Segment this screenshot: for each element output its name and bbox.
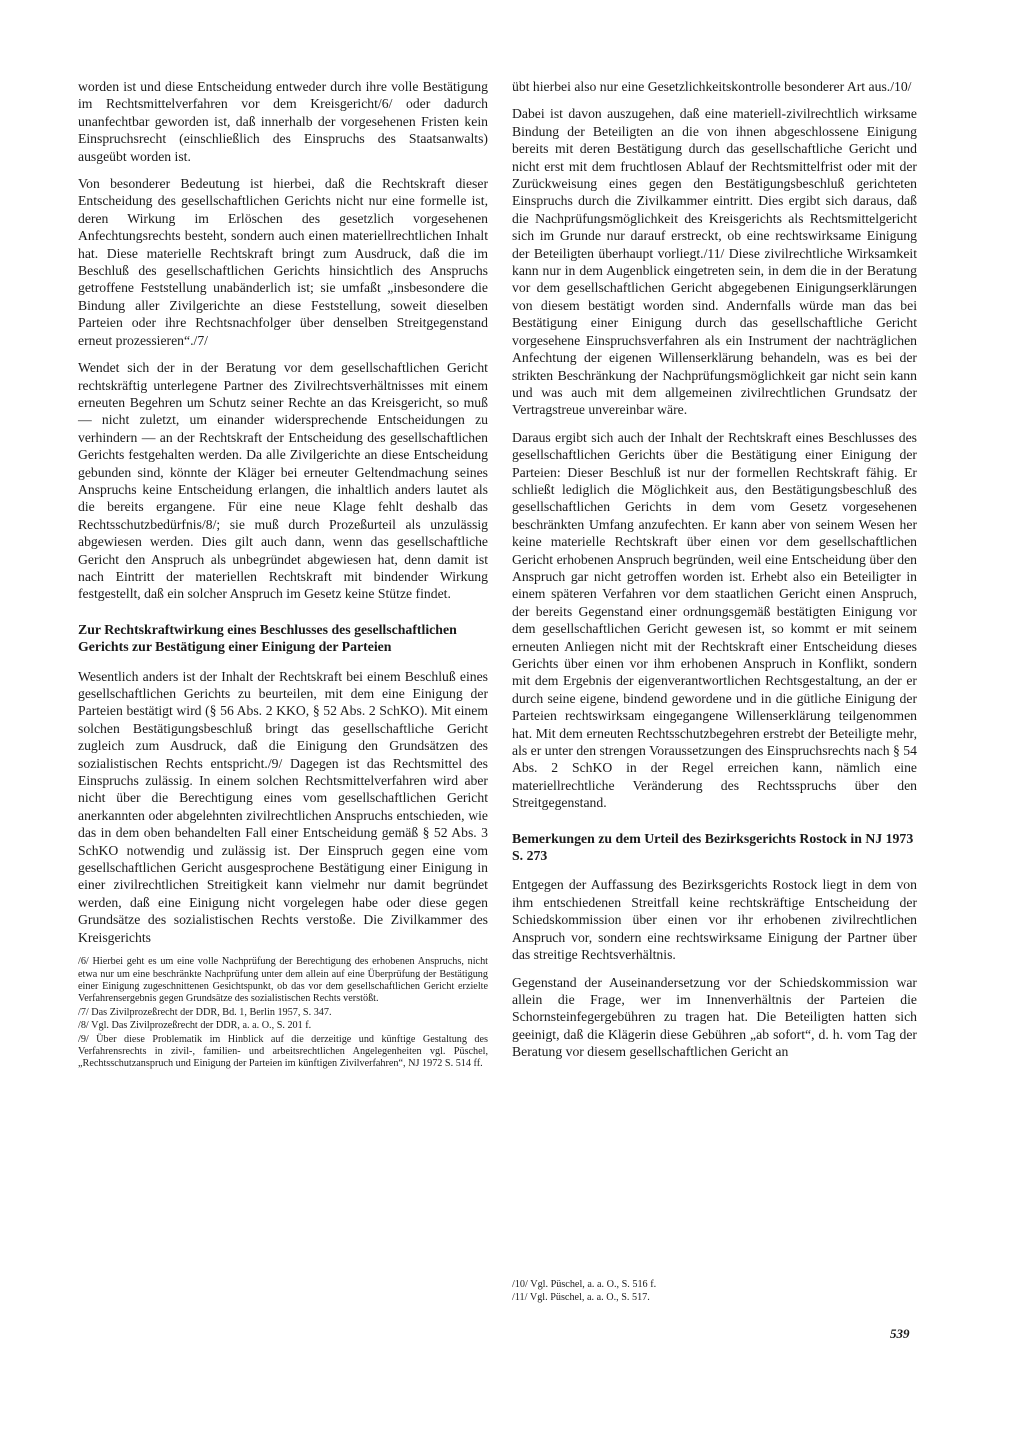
left-column [78, 78, 488, 1072]
section-heading: Zur Rechtskraftwirkung eines Beschlusses des gesellschaftlichen Gerichts zur Bestätigung einer Einigung der Parteien [78, 621, 457, 655]
footnote: /9/ Über diese Problematik im Hinblick auf die derzeitige und künftige Gestaltung des Verfahrensrechts in zivil-, familien- und arbeitsrechtlichen Angelegenheiten vgl. Püschel, „Rechtsschutzanspruch und Einigung der Parteien im künftigen Zivilverfahren“, NJ 1972 S. 514 ff. [78, 1033, 488, 1070]
footnote: /7/ Das Zivilprozeßrecht der DDR, Bd. 1, Berlin 1957, S. 347. [78, 1006, 332, 1018]
footnote: /8/ Vgl. Das Zivilprozeßrecht der DDR, a. a. O., S. 201 f. [78, 1020, 312, 1032]
body-paragraph: Entgegen der Auffassung des Bezirksgerichts Rostock liegt in dem von ihm entschiedenen Streitfall keine rechtskräftige Entscheidung der Schiedskommission über einen vor ihr erhobenen zivilrechtlichen Anspruch vor, sondern eine rechtswirksame Einigung der Partner über das streitige Rechtsverhältnis. [512, 877, 917, 963]
body-paragraph: Von besonderer Bedeutung ist hierbei, daß die Rechtskraft dieser Entscheidung des gesellschaftlichen Gerichts nicht nur eine formelle ist, deren Wirkung im Erlöschen des gesetzlich vorgesehenen Anfechtungsrechts besteht, sondern auch einen materiellrechtlichen Inhalt hat. Diese materielle Rechtskraft bringt zum Ausdruck, daß die im Beschluß des gesellschaftlichen Gerichts hinsichtlich des Anspruchs getroffene Feststellung unabänderlich ist; sie umfaßt „insbesondere die Bindung aller Zivilgerichte an diese Feststellung, soweit dieselben Parteien oder ihre Rechtsnachfolger über denselben Streitgegenstand erneut prozessieren“./7/ [78, 176, 488, 348]
section-heading: Bemerkungen zu dem Urteil des Bezirksgerichts Rostock in NJ 1973 S. 273 [512, 830, 914, 864]
body-paragraph: übt hierbei also nur eine Gesetzlichkeitskontrolle besonderer Art aus./10/ [512, 79, 912, 94]
body-paragraph: worden ist und diese Entscheidung entweder durch ihre volle Bestätigung im Rechtsmittelverfahren vor dem Kreisgericht/6/ oder dadurch unanfechtbar geworden ist, daß innerhalb der vorgesehenen Fristen kein Einspruchsrecht (einschließlich des Einspruchs des Staatsanwalts) ausgeübt worden ist. [78, 79, 488, 164]
body-paragraph: Wendet sich der in der Beratung vor dem gesellschaftlichen Gericht rechtskräftig unterlegene Partner des Zivilrechtsverhältnisses mit einem erneuten Begehren um Schutz seiner Rechte an das Kreisgericht, so muß — nicht zuletzt, um einander widersprechende Entscheidungen zu verhindern — an der Rechtskraft der Entscheidung des gesellschaftlichen Gerichts festgehalten werden. Da alle Zivilgerichte an diese Entscheidung gebunden sind, könnte der Kläger bei erneuter Geltendmachung seines Anspruchs keine Entscheidung erlangen, die inhaltlich anders lautet als die bereits ergangene. Für eine neue Klage fehlt deshalb das Rechtsschutzbedürfnis/8/; sie muß durch Prozeßurteil als unzulässig abgewiesen werden. Dies gilt auch dann, wenn das gesellschaftliche Gericht den Anspruch als unbegründet abgewiesen hat, denn damit ist nach Eintritt der materiellen Rechtskraft mit bindender Wirkung festgestellt, daß ein solcher Anspruch im Gesetz keine Stütze findet. [78, 360, 488, 602]
footnote: /10/ Vgl. Püschel, a. a. O., S. 516 f. [512, 1279, 657, 1290]
right-column [512, 78, 917, 1071]
footnotes-right [512, 1279, 917, 1306]
body-paragraph: Daraus ergibt sich auch der Inhalt der Rechtskraft eines Beschlusses des gesellschaftlichen Gerichts über die Bestätigung einer Einigung der Parteien: Dieser Beschluß ist nur der formellen Rechtskraft fähig. Er schließt lediglich die Möglichkeit aus, den Bestätigungsbeschluß des gesellschaftlichen Gerichts in dem vom Gesetz vorgesehenen beschränkten Umfang anzufechten. Er kann aber von seinem Wesen her keine materielle Rechtskraft über einen vor dem gesellschaftlichen Gericht erhobenen Anspruch begründen, weil eine Entscheidung über den Anspruch gar nicht getroffen worden ist. Erhebt also ein Beteiligter in einem späteren Verfahren vor dem staatlichen Gericht einen Anspruch, der bereits Gegenstand einer ordnungsgemäß bestätigten Einigung vor dem gesellschaftlichen Gericht gewesen ist, so kommt er mit seinem erneuten Anliegen nicht mit der Rechtskraft einer Entscheidung dieses Gerichts über einen vor ihm erhobenen Anspruch in Konflikt, sondern mit dem Ergebnis der eigenverantwortlichen Rechtsgestaltung, an der er durch seine eigene, bindend gewordene und in die gütliche Einigung der Parteien rechtswirksam eingegangene Willenserklärung teilgenommen hat. Mit dem erneuten Rechtsschutzbegehren erstrebt der Beteiligte mehr, als er unter den strengen Voraussetzungen des Einspruchsrechts nach § 54 Abs. 2 SchKO in der Regel erreichen kann, nämlich eine materiellrechtliche Veränderung des Rechtsspruchs über den Streitgegenstand. [512, 429, 917, 811]
footnote: /11/ Vgl. Püschel, a. a. O., S. 517. [512, 1292, 650, 1304]
body-paragraph: Wesentlich anders ist der Inhalt der Rechtskraft bei einem Beschluß eines gesellschaftlichen Gerichts zu beurteilen, mit dem eine Einigung der Parteien bestätigt wird (§ 56 Abs. 2 KKO, § 52 Abs. 2 SchKO). Mit einem solchen Bestätigungsbeschluß bringt das gesellschaftliche Gericht zugleich zum Ausdruck, daß die Einigung den Grundsätzen des sozialistischen Rechts entspricht./9/ Dagegen ist das Rechtsmittel des Einspruchs zulässig. In einem solchen Rechtsmittelverfahren wird aber nicht über die Berechtigung eines vom gesellschaftlichen Gericht anerkannten oder abgelehnten zivilrechtlichen Anspruchs entschieden, wie das in dem oben behandelten Fall einer Entscheidung gemäß § 52 Abs. 3 SchKO notwendig und zulässig ist. Der Einspruch gegen eine vom gesellschaftlichen Gericht ausgesprochene Bestätigung einer Einigung in einer zivilrechtlichen Streitigkeit kann vielmehr nur damit begründet werden, daß eine Einigung nicht vorgelegen habe oder diese gegen Grundsätze des sozialistischen Rechts verstoße. Die Zivilkammer des Kreisgerichts [78, 668, 488, 945]
body-paragraph: Dabei ist davon auszugehen, daß eine materiell-zivilrechtlich wirksame Bindung der Beteiligten an die von ihnen abgeschlossene Einigung bereits mit deren Bestätigung durch das gesellschaftliche Gericht und nicht erst mit dem fruchtlosen Ablauf der Rechtsmittelfrist oder mit der Zurückweisung eines gegen den Bestätigungsbeschluß gerichteten Einspruchs durch die Zivilkammer eintritt. Dies ergibt sich daraus, daß die Nachprüfungsmöglichkeit des Kreisgerichts als Rechtsmittelgericht sich im Grunde nur darauf erstreckt, ob eine rechtswirksame Einigung der Beteiligten überhaupt vorliegt./11/ Diese zivilrechtliche Wirksamkeit kann nur in dem Augenblick eingetreten sein, in dem die in der Beratung vor dem gesellschaftlichen Gericht abgegebenen Einigungserklärungen von diesem bestätigt worden sind. Andernfalls würde man das bei Bestätigung einer Einigung durch das gesellschaftliche Gericht vorgesehene Einspruchsverfahren als ein Instrument der nachträglichen Anfechtung der eigenen Willenserklärung behandeln, was es bei der strikten Beschränkung der Nachprüfungsmöglichkeit gar nicht sein kann und was auch mit dem allgemeinen zivilrechtlichen Grundsatz der Vertragstreue unvereinbar wäre. [512, 106, 917, 418]
body-paragraph: Gegenstand der Auseinandersetzung vor der Schiedskommission war allein die Frage, wer im Innenverhältnis der Parteien die Schornsteinfegergebühren zu tragen hat. Die Beteiligten hatten sich geeinigt, daß die Klägerin diese Gebühren „ab sofort“, d. h. vom Tag der Beratung vor diesem gesellschaftlichen Gericht an [512, 974, 917, 1060]
footnote: /6/ Hierbei geht es um eine volle Nachprüfung der Berechtigung des erhobenen Anspruchs, nicht etwa nur um eine beschränkte Nachprüfung unter dem allein auf eine Überprüfung der Bestätigung einer Einigung zugeschnittenen Gesichtspunkt, ob das vor dem gesellschaftlichen Gericht erzielte Verfahrensergebnis gegen Grundsätze des sozialistischen Rechts verstößt. [78, 956, 488, 1005]
page-number: 539 [890, 1326, 910, 1341]
footnotes-left [78, 956, 488, 1071]
